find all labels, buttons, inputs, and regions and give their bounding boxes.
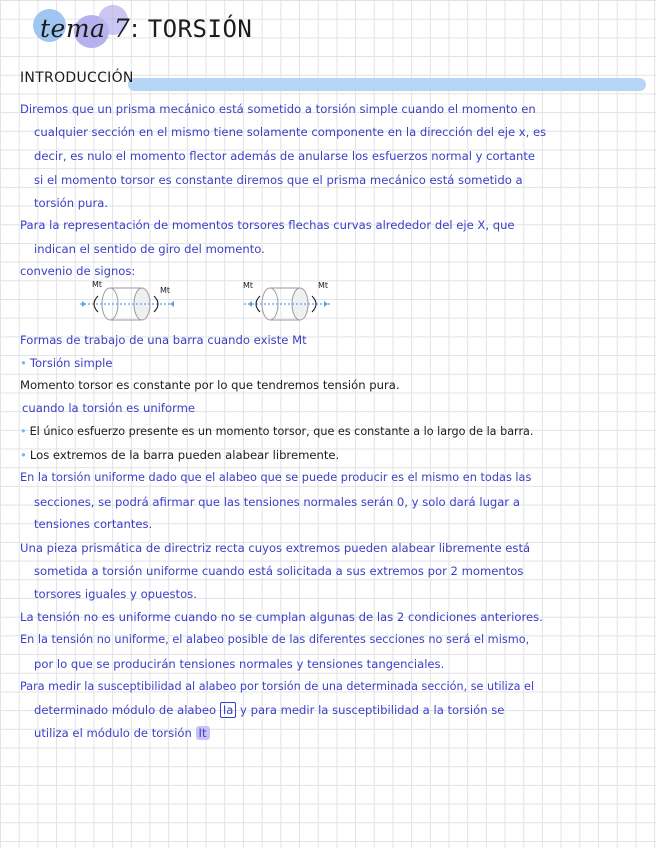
text-line: Para la representación de momentos torsores flechas curvas alrededor del eje X, que: [20, 218, 515, 232]
text-fragment: determinado módulo de alabeo: [34, 703, 217, 717]
page-title: [40, 14, 252, 43]
text-line: decir, es nulo el momento flector además de anularse los esfuerzos normal y cortante: [34, 149, 536, 163]
torque-label-1: Mt: [92, 280, 103, 289]
section-heading: INTRODUCCIÓN: [20, 70, 134, 86]
torque-label-4: Mt: [318, 281, 329, 290]
text-line: tensiones cortantes.: [34, 517, 153, 531]
sign-convention-diagram: [74, 276, 354, 330]
text-fragment: y para medir la susceptibilidad a la torsión se: [240, 703, 505, 717]
torsion-modulus-box: It: [196, 726, 210, 740]
text-line: cuando la torsión es uniforme: [22, 401, 196, 415]
text-line: secciones, se podrá afirmar que las tensiones normales serán 0, y solo dará lugar a: [34, 495, 520, 509]
cylinder-right: [244, 288, 332, 320]
bullet-item: • Los extremos de la barra pueden alabear libremente.: [20, 448, 339, 462]
text-line: por lo que se producirán tensiones normales y tensiones tangenciales.: [34, 657, 445, 671]
bullet-item: • Torsión simple: [20, 356, 112, 370]
text-line: Momento torsor es constante por lo que tendremos tensión pura.: [20, 378, 400, 392]
text-line: indican el sentido de giro del momento.: [34, 242, 265, 256]
text-line: torsión pura.: [34, 196, 109, 210]
title-word: tema 7: [40, 14, 131, 43]
text-line: En la tensión no uniforme, el alabeo posible de las diferentes secciones no será el mismo,: [20, 633, 530, 646]
text-line: sometida a torsión uniforme cuando está solicitada a sus extremos por 2 momentos: [34, 564, 524, 578]
text-line: Una pieza prismática de directriz recta cuyos extremos pueden alabear libremente está: [20, 541, 531, 555]
text-line-with-box: [34, 726, 210, 740]
text-line: La tensión no es uniforme cuando no se cumplan algunas de las 2 condiciones anteriores.: [20, 610, 543, 624]
title-subject: TORSIÓN: [147, 15, 253, 43]
text-line: Para medir la susceptibilidad al alabeo por torsión de una determinada sección, se utiliza el: [20, 680, 535, 693]
text-line: si el momento torsor es constante diremos que el prisma mecánico está sometido a: [34, 173, 523, 187]
torque-label-3: Mt: [243, 281, 254, 290]
alabeo-modulus-box: Ia: [220, 702, 237, 718]
bullet-item: • El único esfuerzo presente es un momento torsor, que es constante a lo largo de la barra.: [20, 425, 533, 439]
title-colon: :: [130, 14, 140, 43]
torque-label-2: Mt: [160, 286, 171, 295]
text-line: En la torsión uniforme dado que el alabeo que se puede producir es el mismo en todas las: [20, 471, 532, 484]
section-highlight: [128, 78, 646, 91]
text-fragment: utiliza el módulo de torsión: [34, 726, 192, 740]
text-line: torsores iguales y opuestos.: [34, 587, 197, 601]
text-line-with-box: [34, 703, 504, 717]
text-line: Diremos que un prisma mecánico está sometido a torsión simple cuando el momento en: [20, 102, 536, 116]
text-line: cualquier sección en el mismo tiene solamente componente en la dirección del eje x, es: [34, 125, 547, 139]
text-line: Formas de trabajo de una barra cuando existe Mt: [20, 333, 307, 347]
text-line: convenio de signos:: [20, 264, 136, 278]
